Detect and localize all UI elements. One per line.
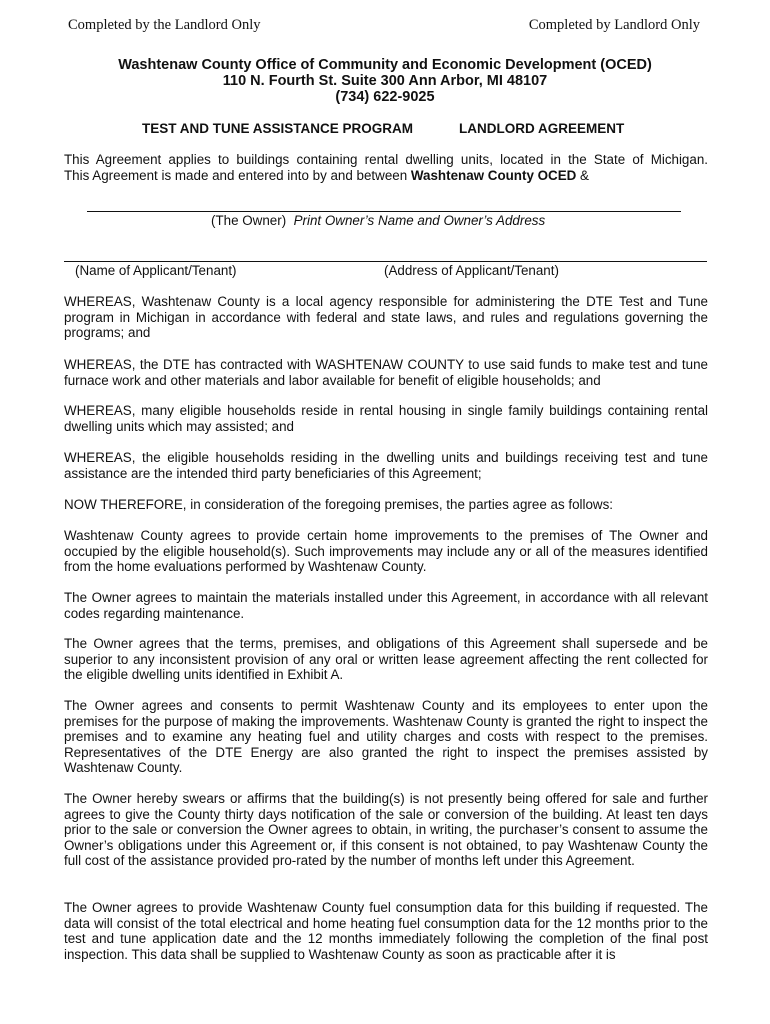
whereas-paragraph-4: WHEREAS, the eligible households residing in the dwelling units and buildings receiving test and tune assistance are the intended third party beneficiaries of this Agreement; xyxy=(64,450,708,481)
header-left-note: Completed by the Landlord Only xyxy=(68,17,261,33)
agreement-party: Washtenaw County OCED xyxy=(410,168,577,183)
lease-supersede-paragraph: The Owner agrees that the terms, premises, and obligations of this Agreement shall supersede and be superior to any inconsistent provision of any oral or written lease agreement affecting the rent collected for the eligible dwelling units identified in Exhibit A. xyxy=(64,636,708,683)
now-therefore-paragraph: NOW THEREFORE, in consideration of the foregoing premises, the parties agree as follows: xyxy=(64,497,614,512)
organization-name: Washtenaw County Office of Community and Economic Development (OCED) xyxy=(118,57,652,73)
applicant-name-label: (Name of Applicant/Tenant) xyxy=(75,263,237,278)
intro-line-2: This Agreement is made and entered into by and between Washtenaw County OCED & xyxy=(64,168,589,183)
intro-line-1: This Agreement applies to buildings containing rental dwelling units, located in the State of Michigan. xyxy=(64,152,708,167)
header-right-note: Completed by Landlord Only xyxy=(528,17,700,33)
owner-name-address-line[interactable] xyxy=(87,211,681,212)
whereas-paragraph-3: WHEREAS, many eligible households reside in rental housing in single family buildings containing rental dwelling units which may assisted; and xyxy=(64,403,708,434)
inspection-consent-paragraph: The Owner agrees and consents to permit Washtenaw County and its employees to enter upon the premises for the purpose of making the improvements. Washtenaw County is granted the right to inspect the premises and to examine any heating fuel and utility charges and costs with respect to the premises. Representatives of the DTE Energy are also granted the right to inspect the premises assisted by Washtenaw County. xyxy=(64,698,708,776)
applicant-name-address-line[interactable] xyxy=(64,261,707,262)
whereas-paragraph-2: WHEREAS, the DTE has contracted with WASHTENAW COUNTY to use said funds to make test and tune furnace work and other materials and labor available for benefit of eligible households; and xyxy=(64,357,708,388)
program-title: TEST AND TUNE ASSISTANCE PROGRAM xyxy=(142,121,414,136)
sale-notification-paragraph: The Owner hereby swears or affirms that the building(s) is not presently being offered for sale and further agrees to give the County thirty days notification of the sale or conversion of the building. At least ten days prior to the sale or conversion the Owner agrees to obtain, in writing, the purchaser’s consent to assume the Owner’s obligations under this Agreement or, if this consent is not obtained, to pay Washtenaw County the full cost of the assistance provided pro-rated by the number of months left under this Agreement. xyxy=(64,791,708,869)
whereas-paragraph-1: WHEREAS, Washtenaw County is a local agency responsible for administering the DTE Test and Tune program in Michigan in accordance with federal and state laws, and rules and regulations governing the programs; and xyxy=(64,294,708,341)
intro-text xyxy=(64,152,708,184)
owner-maintenance-paragraph: The Owner agrees to maintain the materials installed under this Agreement, in accordance with all relevant codes regarding maintenance. xyxy=(64,590,708,621)
organization-phone: (734) 622-9025 xyxy=(335,89,435,105)
applicant-address-label: (Address of Applicant/Tenant) xyxy=(384,263,559,278)
county-improvements-paragraph: Washtenaw County agrees to provide certain home improvements to the premises of The Owner and occupied by the eligible household(s). Such improvements may include any or all of the measures identified from the home evaluations performed by Washtenaw County. xyxy=(64,528,708,575)
document-type: LANDLORD AGREEMENT xyxy=(459,121,625,136)
organization-address: 110 N. Fourth St. Suite 300 Ann Arbor, MI 48107 xyxy=(222,73,548,89)
organization-block xyxy=(0,57,770,105)
fuel-consumption-paragraph: The Owner agrees to provide Washtenaw County fuel consumption data for this building if requested. The data will consist of the total electrical and home heating fuel consumption data for the 12 months prior to the test and tune application date and the 12 months immediately following the completion of the final post inspection. This data shall be supplied to Washtenaw County as soon as practicable after it is xyxy=(64,900,708,962)
owner-field-hint: Print Owner’s Name and Owner’s Address xyxy=(293,213,546,228)
owner-field-label: (The Owner) Print Owner’s Name and Owner’s Address xyxy=(211,213,546,228)
